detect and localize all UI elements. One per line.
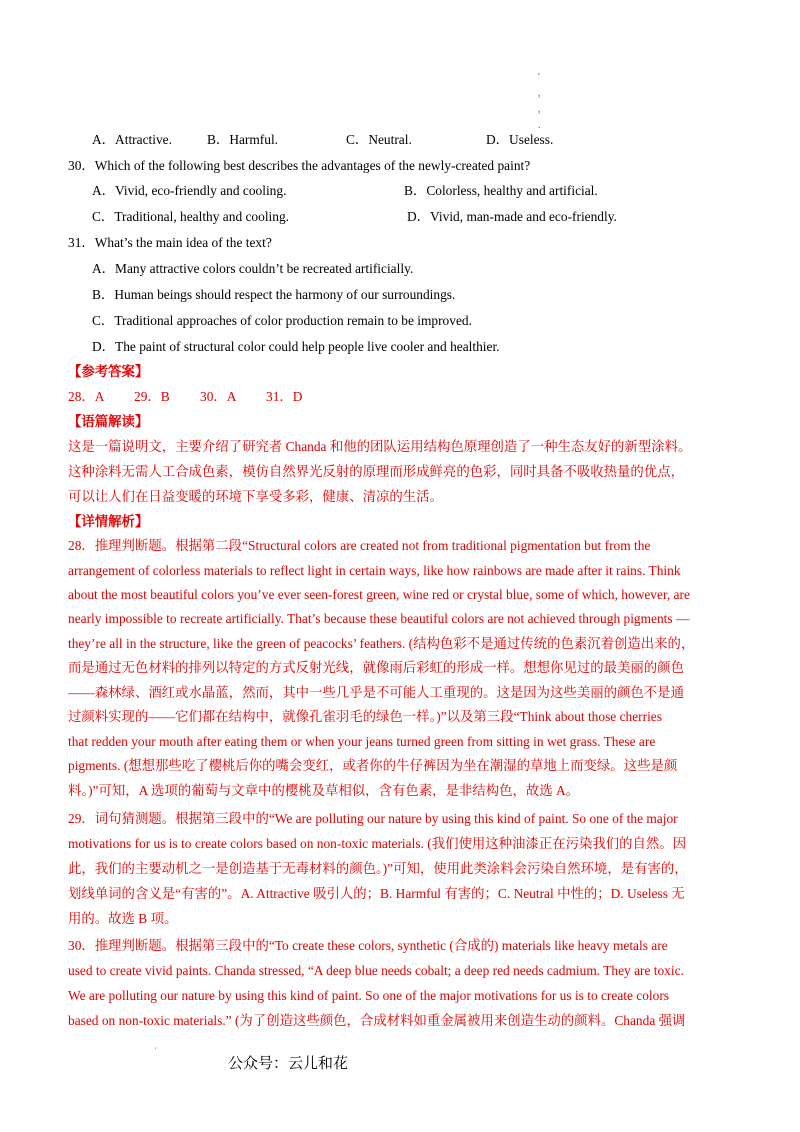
q29-option-a: A．Attractive. [92, 132, 172, 147]
detail-line: 28．推理判断题。根据第二段“Structural colors are created not from traditional pigmentation but from the [68, 538, 651, 553]
q30-stem: 30．Which of the following best describes the advantages of the newly-created paint? [68, 158, 531, 173]
detail-line: 此，我们的主要动机之一是创造基于无毒材料的颜色。)”可知，使用此类涂料会污染自然环境，是有害的， [68, 861, 688, 876]
detail-line: 料。)”可知，A 选项的葡萄与文章中的樱桃及草相似，含有色素，是非结构色，故选 A。 [68, 783, 580, 798]
answer-30: 30．A [200, 389, 237, 404]
detail-line: used to create vivid paints. Chanda stressed, “A deep blue needs cobalt; a deep red needs cadmium. They are toxic. [68, 963, 684, 978]
detail-line: 过颜料实现的——它们都在结构中，就像孔雀羽毛的绿色一样。)”以及第三段“Think about those cherries [68, 709, 662, 724]
q30-option-d: D．Vivid, man-made and eco-friendly. [407, 209, 617, 224]
summary-line: 这种涂料无需人工合成色素，模仿自然界光反射的原理而形成鲜亮的色彩，同时具备不吸收热量的优点， [68, 464, 684, 479]
detail-line: 用的。故选 B 项。 [68, 911, 178, 926]
footer-mark: ' [155, 1046, 157, 1055]
q29-option-b: B．Harmful. [207, 132, 279, 147]
q30-option-b: B．Colorless, healthy and artificial. [404, 183, 598, 198]
summary-line: 这是一篇说明文，主要介绍了研究者 Chanda 和他的团队运用结构色原理创造了一种生态友好的新型涂料。 [68, 439, 692, 454]
footer-text: 公众号：云儿和花 [228, 1054, 349, 1072]
answer-29: 29．B [134, 389, 170, 404]
answer-31: 31．D [266, 389, 303, 404]
detail-heading: 【详情解析】 [68, 514, 149, 529]
q30-option-c: C．Traditional, healthy and cooling. [92, 209, 289, 224]
detail-line: arrangement of colorless materials to reflect light in certain ways, like how rainbows are made after it rains. Think [68, 563, 681, 578]
q31-option-a: A．Many attractive colors couldn’t be recreated artificially. [92, 261, 414, 276]
summary-heading: 【语篇解读】 [68, 414, 149, 429]
answer-heading: 【参考答案】 [68, 364, 149, 379]
detail-line: 划线单词的含义是“有害的”。A. Attractive 吸引人的；B. Harmful 有害的；C. Neutral 中性的；D. Useless 无 [68, 886, 685, 901]
detail-line: 而是通过无色材料的排列以特定的方式反射光线，就像雨后彩虹的形成一样。想想你见过的最美丽的颜色 [68, 660, 684, 675]
q31-stem: 31．What’s the main idea of the text? [68, 235, 272, 250]
margin-marks: ' , , . [538, 72, 541, 131]
q29-option-d: D．Useless. [486, 132, 554, 147]
q31-option-b: B．Human beings should respect the harmony of our surroundings. [92, 287, 456, 302]
q31-option-c: C．Traditional approaches of color production remain to be improved. [92, 313, 472, 328]
q30-option-a: A．Vivid, eco-friendly and cooling. [92, 183, 287, 198]
q31-option-d: D．The paint of structural color could help people live cooler and healthier. [92, 339, 500, 354]
detail-line: pigments. (想想那些吃了樱桃后你的嘴会变红，或者你的牛仔裤因为坐在潮湿的草地上而变绿。这些是颜 [68, 758, 678, 773]
detail-line: about the most beautiful colors you’ve ever seen-forest green, wine red or crystal blue, some of which, however, are [68, 587, 690, 602]
detail-line: motivations for us is to create colors based on non-toxic materials. (我们使用这种油漆正在污染我们的自然。因 [68, 836, 687, 851]
detail-line: We are polluting our nature by using this kind of paint. So one of the major motivations for us is to create colors [68, 988, 670, 1003]
detail-line: 30．推理判断题。根据第三段中的“To create these colors, synthetic (合成的) materials like heavy metals are [68, 938, 668, 953]
detail-line: that redden your mouth after eating them or when your jeans turned green from sitting in wet grass. These are [68, 734, 656, 749]
detail-line: nearly impossible to recreate artificially. That’s because these beautiful colors are not achieved through pigments — [68, 611, 690, 626]
detail-line: ——森林绿、酒红或水晶蓝，然而，其中一些几乎是不可能人工重现的。这是因为这些美丽的颜色不是通 [68, 685, 684, 700]
detail-line: 29．词句猜测题。根据第三段中的“We are polluting our nature by using this kind of paint. So one of the major [68, 811, 678, 826]
summary-line: 可以让人们在日益变暖的环境下享受多彩，健康、清凉的生活。 [68, 489, 443, 504]
detail-line: they’re all in the structure, like the green of peacocks’ feathers. (结构色彩不是通过传统的色素沉着创造出来的， [68, 636, 695, 651]
answer-28: 28．A [68, 389, 105, 404]
q29-option-c: C．Neutral. [346, 132, 412, 147]
detail-line: based on non-toxic materials.” (为了创造这些颜色，合成材料如重金属被用来创造生动的颜料。Chanda 强调 [68, 1013, 686, 1028]
